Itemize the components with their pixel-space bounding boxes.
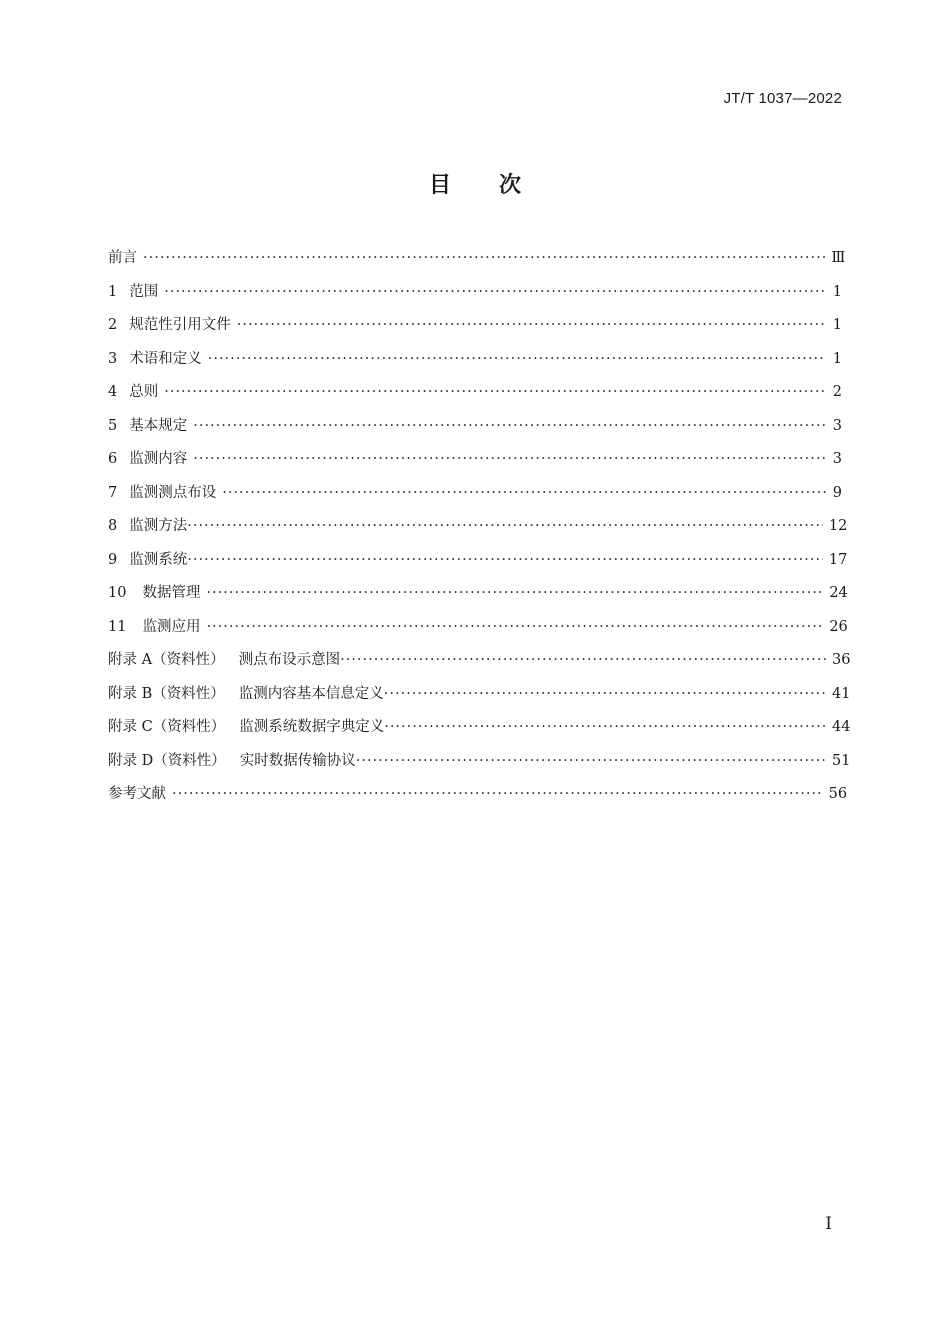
- toc-leader-dots: [164, 284, 826, 300]
- toc-entry-page: Ⅲ: [831, 250, 846, 266]
- toc-entry-page: 12: [828, 518, 848, 534]
- toc-leader-dots: [222, 485, 826, 501]
- toc-entry-appendix-b[interactable]: [108, 682, 851, 716]
- toc-leader-dots: [340, 652, 826, 668]
- toc-entry-5[interactable]: [108, 414, 842, 448]
- toc-entry-number: 1: [108, 283, 118, 300]
- toc-leader-dots: [206, 585, 823, 601]
- toc-entry-10[interactable]: [108, 581, 848, 615]
- toc-entry-number: 10: [108, 585, 127, 601]
- toc-entry-page: 56: [828, 786, 848, 802]
- toc-entry-title: 监测系统: [129, 551, 188, 568]
- toc-entry-appendix-c[interactable]: [108, 715, 851, 749]
- toc-entry-number: 2: [108, 317, 118, 333]
- toc-entry-bibliography[interactable]: [108, 782, 848, 816]
- toc-entry-1[interactable]: [108, 280, 842, 314]
- toc-entry-title: 数据管理: [142, 585, 201, 601]
- toc-entry-page: 1: [832, 283, 842, 300]
- toc-entry-foreword[interactable]: [108, 246, 846, 280]
- toc-entry-title: 测点布设示意图: [238, 652, 341, 668]
- toc-leader-dots: [143, 250, 825, 266]
- toc-entry-appendix-a[interactable]: [108, 648, 851, 682]
- toc-entry-number: 附录 A: [108, 652, 153, 668]
- toc-entry-title: 监测内容: [129, 451, 188, 467]
- toc-entry-title: 监测方法: [129, 518, 188, 534]
- toc-leader-dots: [164, 384, 826, 400]
- toc-entry-11[interactable]: [108, 615, 848, 649]
- toc-entry-page: 44: [832, 719, 851, 735]
- toc-entry-page: 36: [832, 652, 851, 668]
- toc-entry-page: 9: [832, 484, 842, 501]
- toc-title: 目次: [428, 173, 569, 198]
- toc-entry-page: 1: [832, 317, 842, 333]
- toc-entry-number: 8: [108, 518, 118, 534]
- toc-entry-page: 3: [832, 417, 842, 434]
- toc-entry-title: 术语和定义: [129, 350, 202, 367]
- toc-leader-dots: [237, 317, 826, 333]
- toc-entry-number: 5: [108, 417, 118, 434]
- table-of-contents: [108, 246, 851, 816]
- toc-leader-dots: [384, 686, 826, 702]
- toc-entry-title: 实时数据传输协议: [239, 752, 356, 769]
- toc-entry-number: 4: [108, 384, 118, 400]
- toc-entry-page: 3: [832, 451, 842, 467]
- toc-entry-number: 附录 D: [108, 752, 154, 769]
- toc-entry-title: 范围: [129, 283, 159, 300]
- toc-entry-3[interactable]: [108, 347, 842, 381]
- toc-entry-title: 基本规定: [129, 417, 188, 434]
- toc-entry-number: 11: [108, 618, 127, 635]
- toc-entry-title: 监测应用: [142, 618, 201, 635]
- toc-entry-qualifier: （资料性）: [152, 685, 225, 702]
- toc-entry-page: 24: [829, 585, 848, 601]
- toc-leader-dots: [187, 518, 823, 534]
- toc-entry-appendix-d[interactable]: [108, 749, 851, 783]
- toc-entry-6[interactable]: [108, 447, 842, 481]
- toc-entry-title: 监测系统数据字典定义: [239, 719, 385, 735]
- toc-leader-dots: [187, 552, 823, 568]
- toc-leader-dots: [193, 451, 826, 467]
- document-code: JT/T 1037—2022: [723, 90, 842, 107]
- toc-entry-4[interactable]: [108, 380, 842, 414]
- toc-entry-title: 总则: [129, 384, 159, 400]
- toc-entry-number: 附录 B: [108, 685, 153, 702]
- toc-leader-dots: [208, 351, 826, 367]
- toc-leader-dots: [206, 619, 823, 635]
- toc-entry-title: 规范性引用文件: [129, 317, 231, 333]
- toc-entry-8[interactable]: [108, 514, 848, 548]
- toc-entry-page: 26: [829, 618, 848, 635]
- toc-entry-7[interactable]: [108, 481, 842, 515]
- toc-entry-number: 9: [108, 551, 118, 568]
- toc-entry-title: 监测内容基本信息定义: [238, 685, 384, 702]
- toc-leader-dots: [193, 418, 826, 434]
- toc-entry-title: 参考文献: [108, 786, 166, 802]
- toc-entry-page: 51: [832, 752, 851, 769]
- toc-entry-number: 3: [108, 350, 118, 367]
- toc-entry-2[interactable]: [108, 313, 842, 347]
- toc-entry-page: 41: [832, 685, 851, 702]
- toc-entry-page: 17: [828, 551, 848, 568]
- toc-entry-number: 附录 C: [108, 719, 153, 735]
- toc-entry-qualifier: （资料性）: [153, 752, 226, 769]
- toc-entry-qualifier: （资料性）: [152, 652, 225, 668]
- page-number: I: [825, 1214, 832, 1234]
- toc-entry-qualifier: （资料性）: [152, 719, 226, 735]
- toc-entry-page: 1: [832, 350, 842, 367]
- toc-leader-dots: [384, 719, 826, 735]
- toc-leader-dots: [172, 786, 823, 802]
- toc-entry-page: 2: [832, 384, 842, 400]
- toc-entry-9[interactable]: [108, 548, 848, 582]
- toc-entry-title: 前言: [108, 250, 137, 266]
- toc-entry-number: 7: [108, 484, 118, 501]
- toc-entry-title: 监测测点布设: [129, 484, 217, 501]
- toc-leader-dots: [356, 753, 826, 769]
- toc-entry-number: 6: [108, 451, 118, 467]
